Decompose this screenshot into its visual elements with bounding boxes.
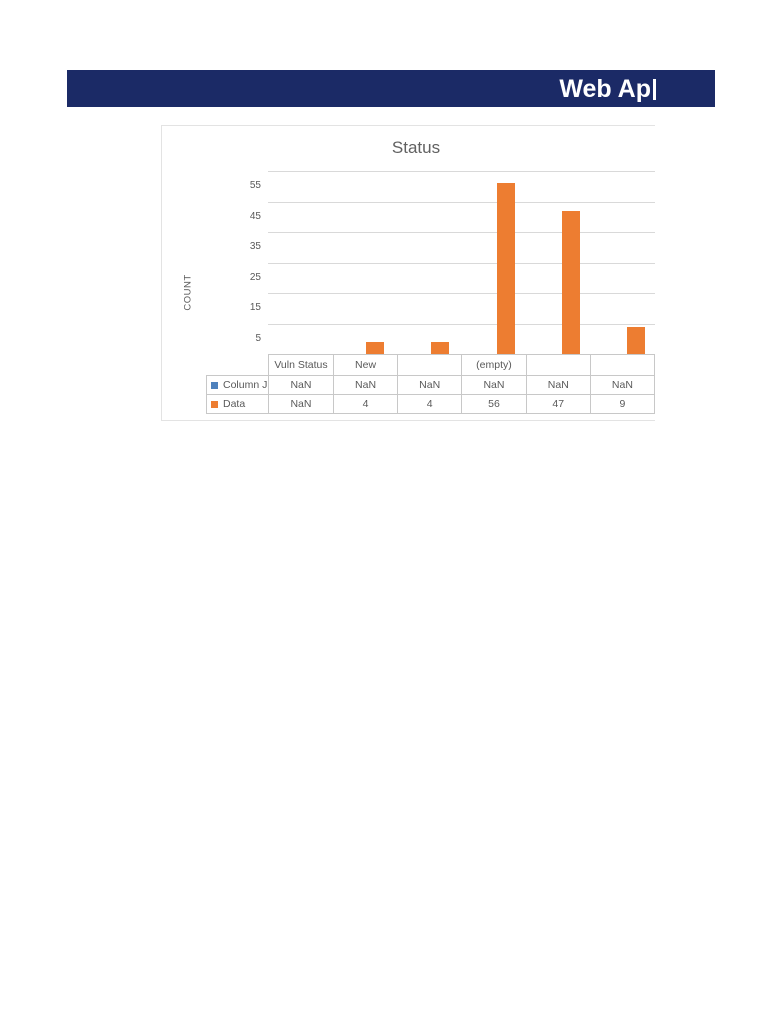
table-corner-spacer: [207, 355, 269, 376]
table-value-cell: 56: [462, 395, 527, 414]
gridline: [268, 171, 655, 172]
bar-data: [562, 211, 580, 354]
series-label-cell: Data: [207, 395, 269, 414]
table-value-cell: NaN: [462, 376, 527, 395]
chart-title: Status: [391, 138, 441, 157]
table-value-cell: NaN: [590, 376, 654, 395]
category-header-cell: (empty): [462, 355, 527, 376]
chart-panel: [161, 125, 655, 421]
header-title-partial-letter: [653, 79, 656, 100]
table-value-cell: NaN: [268, 376, 333, 395]
y-tick-label: 45: [249, 210, 261, 222]
category-header-cell: [398, 355, 462, 376]
bar-data: [497, 183, 515, 354]
table-value-cell: NaN: [268, 395, 333, 414]
y-tick-label: 35: [249, 241, 261, 253]
document-header-title: Web Ap: [559, 75, 651, 103]
legend-swatch-data: [211, 401, 218, 408]
gridline: [268, 263, 655, 264]
series-label-cell: Column J: [207, 376, 269, 395]
bar-data: [627, 327, 645, 354]
gridline: [268, 232, 655, 233]
gridline: [268, 293, 655, 294]
table-value-cell: 4: [333, 395, 397, 414]
bar-data: [431, 342, 449, 354]
y-tick-label: 55: [249, 180, 261, 192]
table-value-cell: NaN: [333, 376, 397, 395]
table-value-cell: 47: [526, 395, 590, 414]
y-tick-label: 15: [249, 302, 261, 314]
table-value-cell: 4: [398, 395, 462, 414]
category-header-cell: New: [333, 355, 397, 376]
table-value-cell: NaN: [398, 376, 462, 395]
y-tick-label: 5: [255, 332, 261, 344]
document-header-bar: [67, 70, 715, 107]
gridline: [268, 324, 655, 325]
legend-swatch-column-j: [211, 382, 218, 389]
category-header-cell: [526, 355, 590, 376]
gridline: [268, 202, 655, 203]
category-header-cell: [590, 355, 654, 376]
y-tick-label: 25: [249, 271, 261, 283]
table-value-cell: 9: [590, 395, 654, 414]
category-header-cell: Vuln Status: [268, 355, 333, 376]
table-value-cell: NaN: [526, 376, 590, 395]
bar-data: [366, 342, 384, 354]
chart-data-table: [206, 354, 655, 414]
y-axis-title-text: COUNT: [182, 274, 194, 311]
plot-area: [268, 171, 655, 354]
